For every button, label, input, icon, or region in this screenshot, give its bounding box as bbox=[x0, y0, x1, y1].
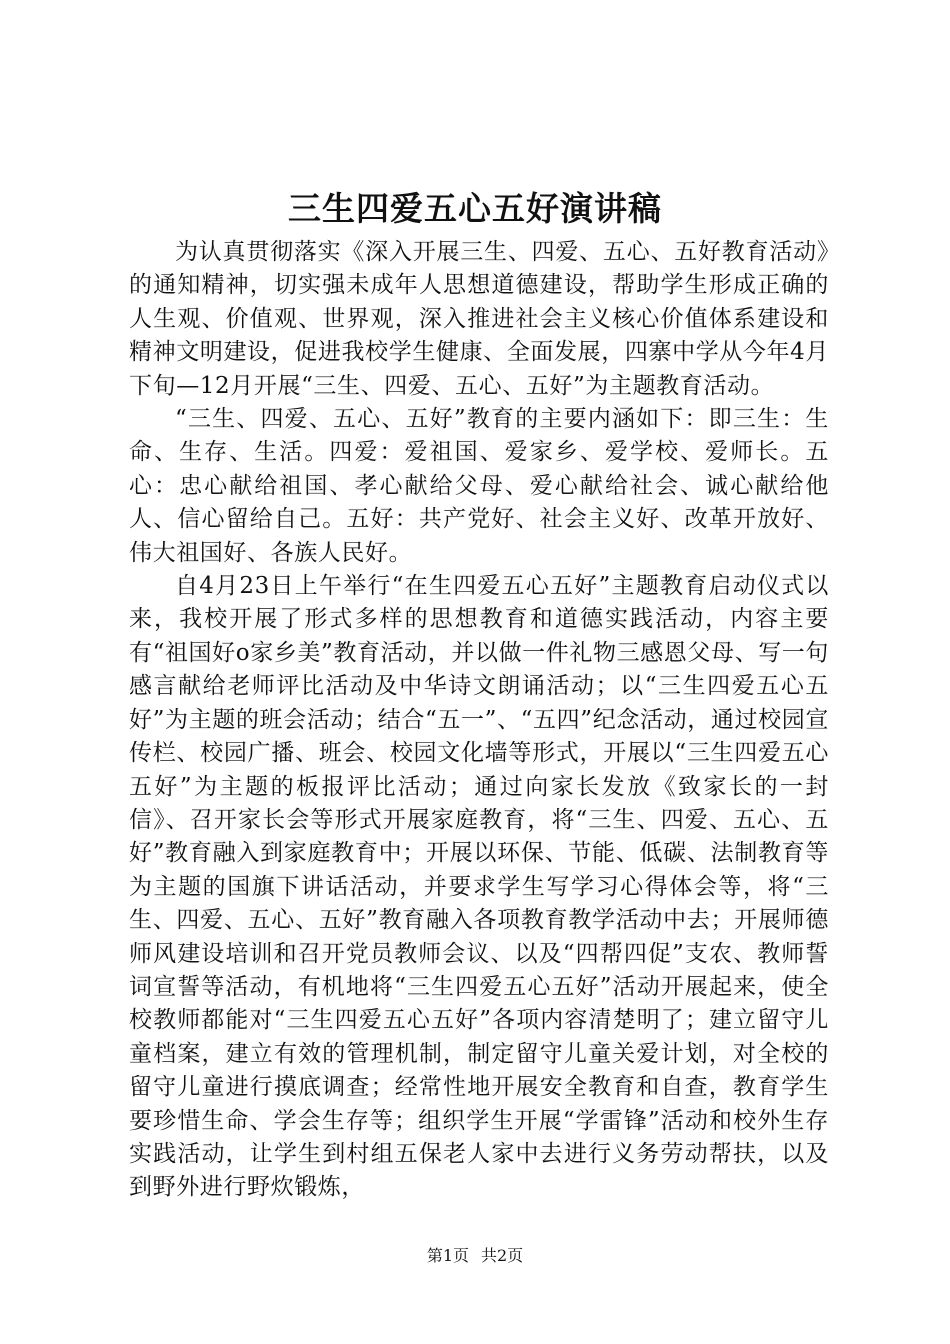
paragraph-2: “三生、四爱、五心、五好”教育的主要内涵如下：即三生：生命、生存、生活。四爱：爱祖国、爱家乡、爱学校、爱师长。五心：忠心献给祖国、孝心献给父母、爱心献给社会、诚心献给他人、信心留给自己。五好：共产党好、社会主义好、改革开放好、伟大祖国好、各族人民好。 bbox=[129, 406, 829, 566]
paragraph-1: 为认真贯彻落实《深入开展三生、四爱、五心、五好教育活动》的通知精神，切实强未成年人思想道德建设，帮助学生形成正确的人生观、价值观、世界观，深入推进社会主义核心价值体系建设和精神文明建设，促进我校学生健康、全面发展，四寨中学从今年4月下旬—12月开展“三生、四爱、五心、五好”为主题教育活动。 bbox=[129, 239, 829, 399]
page-number: 第1页 bbox=[426, 1246, 469, 1265]
document-body bbox=[129, 236, 829, 1205]
page-total: 共2页 bbox=[481, 1246, 524, 1265]
page-footer bbox=[0, 1244, 950, 1268]
document-title: 三生四爱五心五好演讲稿 bbox=[288, 189, 662, 228]
paragraph-3: 自4月23日上午举行“在生四爱五心五好”主题教育启动仪式以来，我校开展了形式多样的思想教育和道德实践活动，内容主要有“祖国好o家乡美”教育活动，并以做一件礼物三感恩父母、写一句感言献给老师评比活动及中华诗文朗诵活动；以“三生四爱五心五好”为主题的班会活动；结合“五一”、“五四”纪念活动，通过校园宣传栏、校园广播、班会、校园文化墙等形式，开展以“三生四爱五心五好”为主题的板报评比活动；通过向家长发放《致家长的一封信》、召开家长会等形式开展家庭教育，将“三生、四爱、五心、五好”教育融入到家庭教育中；开展以环保、节能、低碳、法制教育等为主题的国旗下讲话活动，并要求学生写学习心得体会等，将“三生、四爱、五心、五好”教育融入各项教育教学活动中去；开展师德师风建设培训和召开党员教师会议、以及“四帮四促”支农、教师誓词宣誓等活动，有机地将“三生四爱五心五好”活动开展起来，使全校教师都能对“三生四爱五心五好”各项内容清楚明了；建立留守儿童档案，建立有效的管理机制，制定留守儿童关爱计划，对全校的留守儿童进行摸底调查；经常性地开展安全教育和自查，教育学生要珍惜生命、学会生存等；组织学生开展“学雷锋”活动和校外生存实践活动，让学生到村组五保老人家中去进行义务劳动帮扶，以及到野外进行野炊锻炼， bbox=[129, 573, 829, 1201]
